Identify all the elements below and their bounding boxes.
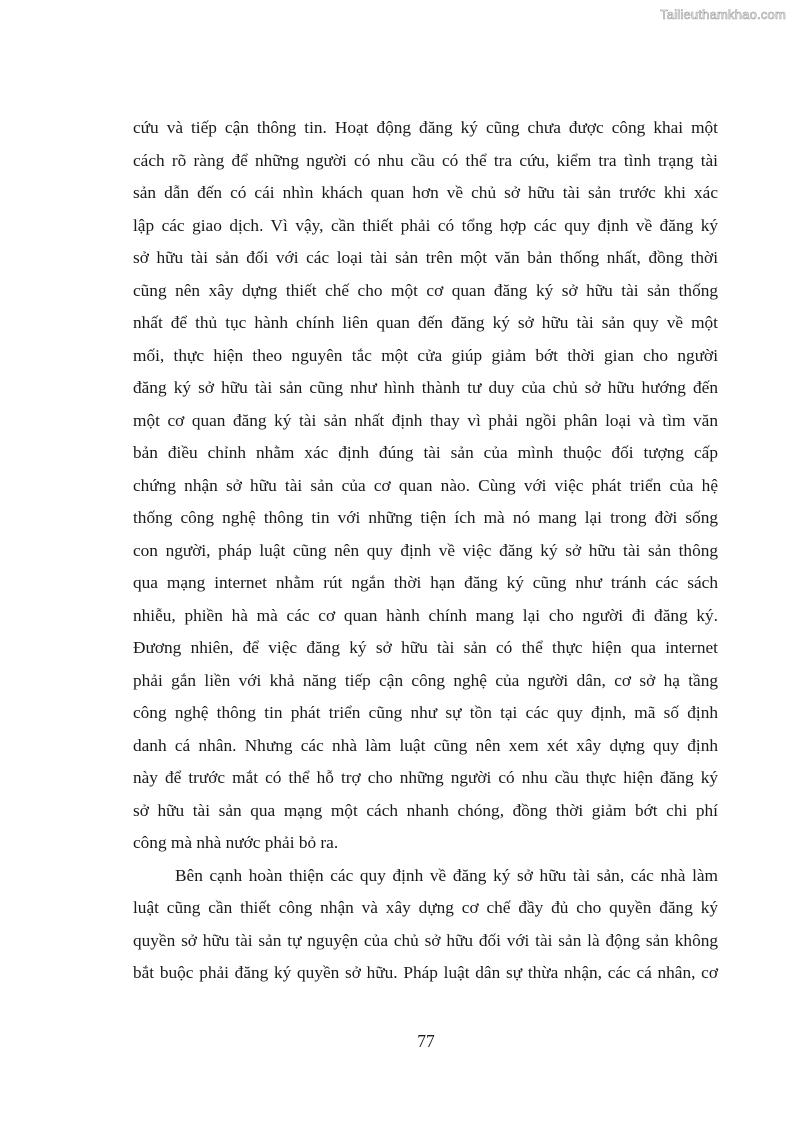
text-line: công mà nhà nước phải bỏ ra.: [133, 833, 339, 852]
text-line: chứng nhận sở hữu tài sản của cơ quan nào. Cùng với việc phát triển của hệ: [133, 475, 718, 495]
text-line: bản điều chỉnh nhằm xác định đúng tài sản của mình thuộc đối tượng cấp: [133, 443, 718, 462]
paragraph-2: [133, 860, 718, 990]
text-line: qua mạng internet nhằm rút ngắn thời hạn đăng ký cũng như tránh các sách: [133, 573, 718, 592]
text-line: nhiễu, phiền hà mà các cơ quan hành chính mang lại cho người đi đăng ký.: [133, 605, 718, 625]
text-line: sở hữu tài sản qua mạng một cách nhanh chóng, đồng thời giảm bớt chi phí: [133, 800, 718, 820]
watermark-text: Tailieuthamkhao.com: [660, 7, 786, 22]
text-line: một cơ quan đăng ký tài sản nhất định thay vì phải ngồi phân loại và tìm văn: [133, 410, 718, 430]
text-line: cũng nên xây dựng thiết chế cho một cơ quan đăng ký sở hữu tài sản thống: [133, 280, 718, 300]
paragraph-1: [133, 112, 718, 860]
text-line: cứu và tiếp cận thông tin. Hoạt động đăng ký cũng chưa được công khai một: [133, 118, 718, 137]
text-line: phải gắn liền với khả năng tiếp cận công nghệ của người dân, cơ sở hạ tầng: [133, 670, 718, 690]
text-line: nhất để thủ tục hành chính liên quan đến đăng ký sở hữu tài sản quy về một: [133, 313, 718, 332]
text-line: thống công nghệ thông tin với những tiện ích mà nó mang lại trong đời sống: [133, 508, 718, 527]
text-line: này để trước mắt có thể hỗ trợ cho những người có nhu cầu thực hiện đăng ký: [133, 768, 718, 787]
text-line: Đương nhiên, để việc đăng ký sở hữu tài sản có thể thực hiện qua internet: [133, 638, 718, 657]
text-line: bắt buộc phải đăng ký quyền sở hữu. Pháp luật dân sự thừa nhận, các cá nhân, cơ: [133, 963, 718, 982]
text-line: đăng ký sở hữu tài sản cũng như hình thành tư duy của chủ sở hữu hướng đến: [133, 378, 718, 397]
text-line: con người, pháp luật cũng nên quy định về việc đăng ký sở hữu tài sản thông: [133, 540, 718, 560]
text-line: luật cũng cần thiết công nhận và xây dựng cơ chế đầy đủ cho quyền đăng ký: [133, 898, 718, 917]
text-line: quyền sở hữu tài sản tự nguyện của chủ sở hữu đối với tài sản là động sản không: [133, 930, 718, 950]
document-body: [133, 112, 718, 990]
page-number: 77: [417, 1031, 435, 1051]
text-line: cách rõ ràng để những người có nhu cầu có thể tra cứu, kiểm tra tình trạng tài: [133, 150, 718, 170]
text-line: sở hữu tài sản đối với các loại tài sản trên một văn bản thống nhất, đồng thời: [133, 248, 718, 267]
text-line: sản dẫn đến có cái nhìn khách quan hơn về chủ sở hữu tài sản trước khi xác: [133, 183, 718, 202]
text-line: mối, thực hiện theo nguyên tắc một cửa giúp giảm bớt thời gian cho người: [133, 345, 718, 365]
text-line: danh cá nhân. Nhưng các nhà làm luật cũng nên xem xét xây dựng quy định: [133, 735, 718, 755]
text-line: lập các giao dịch. Vì vậy, cần thiết phải có tổng hợp các quy định về đăng ký: [133, 215, 718, 235]
text-line: Bên cạnh hoàn thiện các quy định về đăng ký sở hữu tài sản, các nhà làm: [175, 865, 718, 885]
text-line: công nghệ thông tin phát triển cũng như sự tồn tại các quy định, mã số định: [133, 703, 718, 722]
